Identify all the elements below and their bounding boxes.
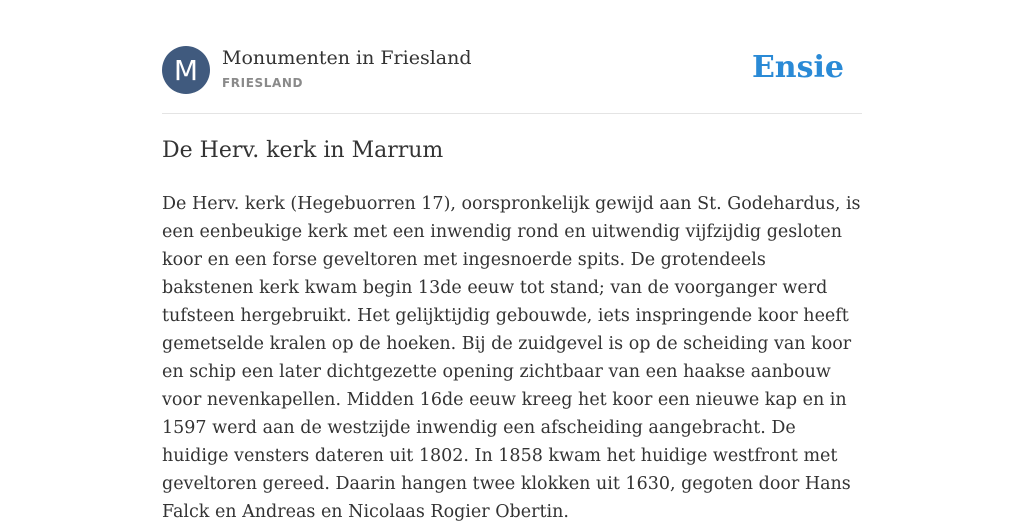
site-subtitle[interactable]: FRIESLAND [222, 76, 304, 90]
header [162, 46, 862, 96]
site-title[interactable]: Monumenten in Friesland [222, 47, 472, 69]
article-title: De Herv. kerk in Marrum [162, 138, 444, 163]
avatar[interactable]: M [162, 46, 210, 94]
article-body: De Herv. kerk (Hegebuorren 17), oorspronkelijk gewijd aan St. Godehardus, is een eenbeukige kerk met een inwendig rond en uitwendig vijfzijdig gesloten koor en een forse geveltoren met ingesnoerde spits. De grotendeels bakstenen kerk kwam begin 13de eeuw tot stand; van de voorganger werd tufsteen hergebruikt. Het gelijktijdig gebouwde, iets inspringende koor heeft gemetselde kralen op de hoeken. Bij de zuidgevel is op de scheiding van koor en schip een later dichtgezette opening zichtbaar van een haakse aanbouw voor nevenkapellen. Midden 16de eeuw kreeg het koor een nieuwe kap en in 1597 werd aan de westzijde inwendig een afscheiding aangebracht. De huidige vensters dateren uit 1802. In 1858 kwam het huidige westfront met geveltoren gereed. Daarin hangen twee klokken uit 1630, gegoten door Hans Falck en Andreas en Nicolaas Rogier Obertin. [162, 194, 861, 522]
header-divider [162, 113, 862, 114]
ensie-logo[interactable]: Ensie [751, 50, 844, 85]
